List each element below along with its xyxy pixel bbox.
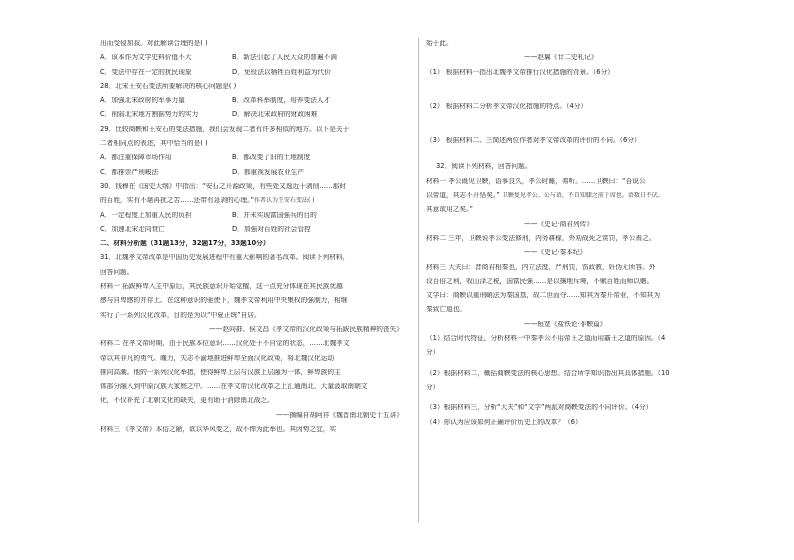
question-32-stem: 32．阅读下列材料，回答问题。 <box>436 163 532 171</box>
q27-option-c[interactable]: C．变法中存在一定的扰民现象 <box>100 68 192 76</box>
material-2-line-2: 帝以其非凡的勇气、魄力，矢志不渝地推进鲜卑全面汉化政策，将北魏汉化运动 <box>100 354 335 362</box>
q30-option-a[interactable]: A．一定程度上加重人民的负担 <box>100 211 192 219</box>
material-2-line-5: 化，不仅补充了北朝文化的缺失，更有助于消除南北战乏。 <box>100 397 274 405</box>
question-30-note: 作者认为王安石变法( ) <box>253 197 315 205</box>
question-31-stem-line-2: 回答问题。 <box>100 268 134 276</box>
column-divider <box>418 38 419 523</box>
right-column <box>426 40 704 433</box>
q32-material-3-line-2: 设百倍之利，收山泽之税，国富民强……是以攘地斥境，不赋百姓而师以赡。 <box>426 277 654 285</box>
question-30-stem-line-2 <box>100 197 415 211</box>
q31-sub-2: （2） 根据材料二分析孝文帝汉化措施的特点。（4分） <box>426 102 588 110</box>
q29-option-d[interactable]: D．都重视发展农业生产 <box>232 168 305 176</box>
q32-material-3-line-4: 秦致亡道也。 <box>426 306 467 314</box>
material-2-line-3: 推向高潮。他的一系列汉化举措，使得鲜卑上层与汉族上层融为一体，鲜卑族的主 <box>100 368 341 376</box>
q28-option-a[interactable]: A．加强北宋政府的军事力量 <box>100 97 185 105</box>
q30-options-row-1 <box>100 212 415 226</box>
material-2-source: ——摘编自胡阿祥《魏晋南北朝史十五讲》 <box>275 411 403 419</box>
q32-sub-1-line-2: 分） <box>426 349 440 357</box>
q29-option-a[interactable]: A．都注重保障市场作用 <box>100 154 172 162</box>
q31-sub-3: （3） 根据材料二、三简述两位作者对孝文帝改革的评价的不同。（6分） <box>426 137 641 145</box>
q31-sub-1: （1） 根据材料一指出北魏孝文帝推行汉化措施的背景。（6分） <box>426 68 614 76</box>
q29-options-row-1 <box>100 154 415 168</box>
material-1-line-2: 感与自卑感的并存上。在这种意识的驱使下，魏孝文帝利用中央集权的强制力，相继 <box>100 297 348 305</box>
question-30-quote: 的百姓，实有不堪再扰之苦……还带有急剥的心理。” <box>100 197 254 205</box>
material-1-source: ——赵向群、侯文昌《孝文帝的汉化政策与拓跋民族精神的丧失》 <box>209 325 403 333</box>
q28-options-row-1 <box>100 97 415 111</box>
q32-material-2: 材料二 三年，卫鞅说孝公变法修刑，内务耕稼，外劝战死之赏罚，孝公善之。 <box>426 234 656 242</box>
material-2-line-1: 材料二 在孝文帝时期，由于民族本位意识……汉化处于不自觉的状态，……北魏孝文 <box>100 340 350 348</box>
q32-sub-2-line-1: （2）根据材料二，概括商鞅变法的核心思想。结合所学知识指出其具体措施。（10 <box>426 369 670 377</box>
section-2-heading: 二、材料分析题（31题13分，32题17分，33题10分） <box>100 240 270 248</box>
q27-option-b[interactable]: B．新法引起了人民大众的普遍不满 <box>232 54 337 62</box>
q32-material-3-line-1: 材料三 大夫曰：昔商君相秦也，内立法度，严刑罚，饬政教，奸伪无所容。外 <box>426 263 656 271</box>
question-31-stem-line-1: 31．北魏孝文帝改革是中国历史发展进程中有重大影响的著名改革。阅读下列材料， <box>100 254 350 262</box>
q32-sub-3: （3）根据材料三，分析“大夫”和“文学”两派对商鞅变法的不同评价。（4分） <box>426 404 653 412</box>
q32-material-1-line-3: 其意欲用之矣。” <box>426 206 473 214</box>
q32-material-2-source: ——《史记·秦本纪》 <box>524 249 587 257</box>
q32-sub-4: （4）你认为应该如何正确评价历史上的改革？（6） <box>426 418 582 426</box>
q30-option-b[interactable]: B．并未实现富国强兵的目的 <box>232 211 317 219</box>
material-1-line-3: 实行了一系列汉化改革，目的是为以“中夏正统”自居。 <box>100 311 261 319</box>
material-1-line-1: 材料一 拓跋鲜卑入主中原后，其民族意识开始觉醒，这一点充分体现在其民族优越 <box>100 283 343 291</box>
q29-option-b[interactable]: B．都改变了旧的土地制度 <box>232 154 311 162</box>
q29-options-row-2 <box>100 169 415 183</box>
q27-options-row-2 <box>100 69 415 83</box>
q28-option-d[interactable]: D．解决北宋政府的财政困难 <box>232 111 318 119</box>
q32-sub-2-line-2: 分） <box>426 383 440 391</box>
material-3-line-1: 材料三 《孝文帝》本俗之陋，欲以华风变之，故不惮为此举也。其因势之宜，实 <box>100 426 337 434</box>
q32-material-3-source: ——桓宽《盐铁论·非鞅篇》 <box>524 320 607 328</box>
q30-options-row-2 <box>100 226 415 240</box>
q30-option-c[interactable]: C．加速北宋走向衰亡 <box>100 225 165 233</box>
q27-options-row-1 <box>100 54 415 68</box>
question-29-stem-line-2: 二者相同点的表述，其中恰当的是( ) <box>100 140 208 148</box>
q30-option-d[interactable]: D．加强对百姓的社会管控 <box>232 225 311 233</box>
material-2-line-4: 体部分融入到中原汉族大家庭之中。……在孝文帝汉化改革之上汇通南北，大量汲取南朝文 <box>100 383 368 391</box>
q32-material-1-note: 卫鞅复见孝公。公与语，不自知膝之前于席也。语数日不厌。 <box>501 192 664 200</box>
q28-option-b[interactable]: B．改革科举制度，培养变法人才 <box>232 97 331 105</box>
q32-material-1-text: 以帝道，其志不开悟矣。” <box>426 192 500 200</box>
q28-option-c[interactable]: C．削弱北宋地方割据势力的实力 <box>100 111 199 119</box>
material-3-tail: 始于此。 <box>426 40 453 47</box>
q32-sub-1-line-1: （1）结合时代特征，分析材料一中秦孝公不用帝王之道而用霸王之道的原因。（4 <box>426 335 666 343</box>
q27-option-a[interactable]: A．该本作为文学史料价值不大 <box>100 54 192 62</box>
question-29-stem-line-1: 29．比较商鞅和王安石的变法措施，我们会发现二者有许多相似的地方。以下是关于 <box>100 125 350 133</box>
left-column <box>100 40 415 440</box>
q32-material-1-line-1: 材料一 孝公既见卫鞅，语事良久，孝公时睡，弗听。……卫鞅曰：“吾说公 <box>426 177 646 185</box>
question-28-stem: 28．北宋王安石变法所要解决的核心问题是( ) <box>100 82 237 90</box>
q32-material-3-line-3: 文学曰：商鞅以重刑峭法为秦国基，故二世而夺……知其为秦开帝业，不知其为 <box>426 292 661 300</box>
q32-material-1-line-2 <box>426 192 704 206</box>
q29-option-c[interactable]: C．都推崇严刑峻法 <box>100 168 159 176</box>
q28-options-row-2 <box>100 111 415 125</box>
q27-option-d[interactable]: D．免役法以牺牲百姓利益为代价 <box>232 68 331 76</box>
question-30-stem-line-1: 30．钱穆在《国史大纲》中指出：“安石之开源政策，有些处又逸近于剥削……那时 <box>100 182 347 190</box>
question-27-stem-tail: 出而受侵加叔。对此解读合理的是( ) <box>100 40 208 47</box>
q32-material-1-source: ——《史记·商君列传》 <box>524 220 594 228</box>
material-3-source: ——赵翼《廿二史札记》 <box>524 54 598 62</box>
